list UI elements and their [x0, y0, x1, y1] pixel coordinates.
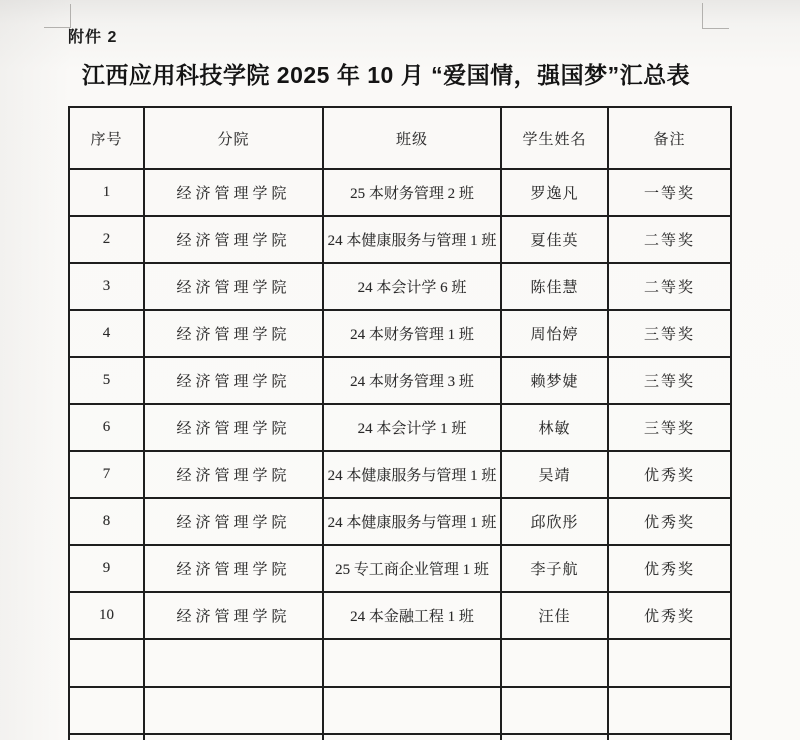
- cell-remark: 优秀奖: [608, 545, 731, 592]
- cell-student: 陈佳慧: [501, 263, 608, 310]
- cell-student: 吴靖: [501, 451, 608, 498]
- table-row: [69, 404, 731, 451]
- empty-cell: [501, 639, 608, 687]
- cell-college: 经济管理学院: [144, 545, 323, 592]
- cell-college: 经济管理学院: [144, 263, 323, 310]
- cell-college: 经济管理学院: [144, 498, 323, 545]
- cell-remark: 优秀奖: [608, 592, 731, 639]
- cell-college: 经济管理学院: [144, 404, 323, 451]
- cell-remark: 三等奖: [608, 404, 731, 451]
- cell-class: 25 专工商企业管理 1 班: [323, 545, 501, 592]
- cell-college: 经济管理学院: [144, 169, 323, 216]
- empty-cell: [69, 734, 144, 740]
- page-title: 江西应用科技学院 2025 年 10 月 “爱国情，强国梦”汇总表: [81, 62, 691, 88]
- header-college: 分院: [144, 107, 323, 169]
- cell-seq: 7: [69, 451, 144, 498]
- cell-seq: 4: [69, 310, 144, 357]
- table-row: [69, 545, 731, 592]
- empty-cell: [144, 687, 323, 734]
- table-row: [69, 263, 731, 310]
- cell-student: 林敏: [501, 404, 608, 451]
- attachment-label: 附件 2: [68, 29, 118, 46]
- header-remark: 备注: [608, 107, 731, 169]
- empty-cell: [323, 687, 501, 734]
- cell-student: 周怡婷: [501, 310, 608, 357]
- empty-cell: [608, 639, 731, 687]
- cell-student: 赖梦婕: [501, 357, 608, 404]
- empty-cell: [144, 639, 323, 687]
- summary-table: [68, 106, 732, 740]
- cell-student: 邱欣彤: [501, 498, 608, 545]
- cell-seq: 1: [69, 169, 144, 216]
- table-row: [69, 357, 731, 404]
- table-row: [69, 592, 731, 639]
- cell-remark: 一等奖: [608, 169, 731, 216]
- empty-cell: [69, 687, 144, 734]
- header-class: 班级: [323, 107, 501, 169]
- cell-college: 经济管理学院: [144, 216, 323, 263]
- empty-cell: [501, 687, 608, 734]
- cell-seq: 6: [69, 404, 144, 451]
- empty-cell: [608, 687, 731, 734]
- cell-college: 经济管理学院: [144, 310, 323, 357]
- cell-seq: 8: [69, 498, 144, 545]
- empty-cell: [69, 639, 144, 687]
- cell-college: 经济管理学院: [144, 451, 323, 498]
- cell-class: 25 本财务管理 2 班: [323, 169, 501, 216]
- cell-college: 经济管理学院: [144, 592, 323, 639]
- cell-seq: 2: [69, 216, 144, 263]
- table-row: [69, 216, 731, 263]
- cell-remark: 优秀奖: [608, 498, 731, 545]
- cell-seq: 10: [69, 592, 144, 639]
- empty-cell: [323, 639, 501, 687]
- cell-class: 24 本健康服务与管理 1 班: [323, 216, 501, 263]
- cell-seq: 3: [69, 263, 144, 310]
- cell-remark: 二等奖: [608, 216, 731, 263]
- margin-corner-mark-top-right: [702, 3, 729, 29]
- cell-student: 汪佳: [501, 592, 608, 639]
- cell-student: 李子航: [501, 545, 608, 592]
- cell-class: 24 本会计学 1 班: [323, 404, 501, 451]
- cell-seq: 9: [69, 545, 144, 592]
- empty-table-row: [69, 687, 731, 734]
- table-row: [69, 310, 731, 357]
- cell-class: 24 本财务管理 1 班: [323, 310, 501, 357]
- cell-remark: 优秀奖: [608, 451, 731, 498]
- table-row: [69, 451, 731, 498]
- cell-student: 罗逸凡: [501, 169, 608, 216]
- cell-college: 经济管理学院: [144, 357, 323, 404]
- empty-table-row-clipped: [69, 734, 731, 740]
- cell-class: 24 本健康服务与管理 1 班: [323, 498, 501, 545]
- cell-class: 24 本健康服务与管理 1 班: [323, 451, 501, 498]
- empty-cell: [608, 734, 731, 740]
- header-student: 学生姓名: [501, 107, 608, 169]
- margin-corner-mark-top-left: [44, 4, 71, 28]
- table-header-row: [69, 107, 731, 169]
- empty-cell: [501, 734, 608, 740]
- header-seq: 序号: [69, 107, 144, 169]
- cell-remark: 三等奖: [608, 357, 731, 404]
- empty-cell: [144, 734, 323, 740]
- empty-table-row: [69, 639, 731, 687]
- cell-student: 夏佳英: [501, 216, 608, 263]
- cell-class: 24 本金融工程 1 班: [323, 592, 501, 639]
- cell-remark: 二等奖: [608, 263, 731, 310]
- cell-remark: 三等奖: [608, 310, 731, 357]
- table-row: [69, 169, 731, 216]
- empty-cell: [323, 734, 501, 740]
- cell-class: 24 本会计学 6 班: [323, 263, 501, 310]
- cell-class: 24 本财务管理 3 班: [323, 357, 501, 404]
- table-row: [69, 498, 731, 545]
- cell-seq: 5: [69, 357, 144, 404]
